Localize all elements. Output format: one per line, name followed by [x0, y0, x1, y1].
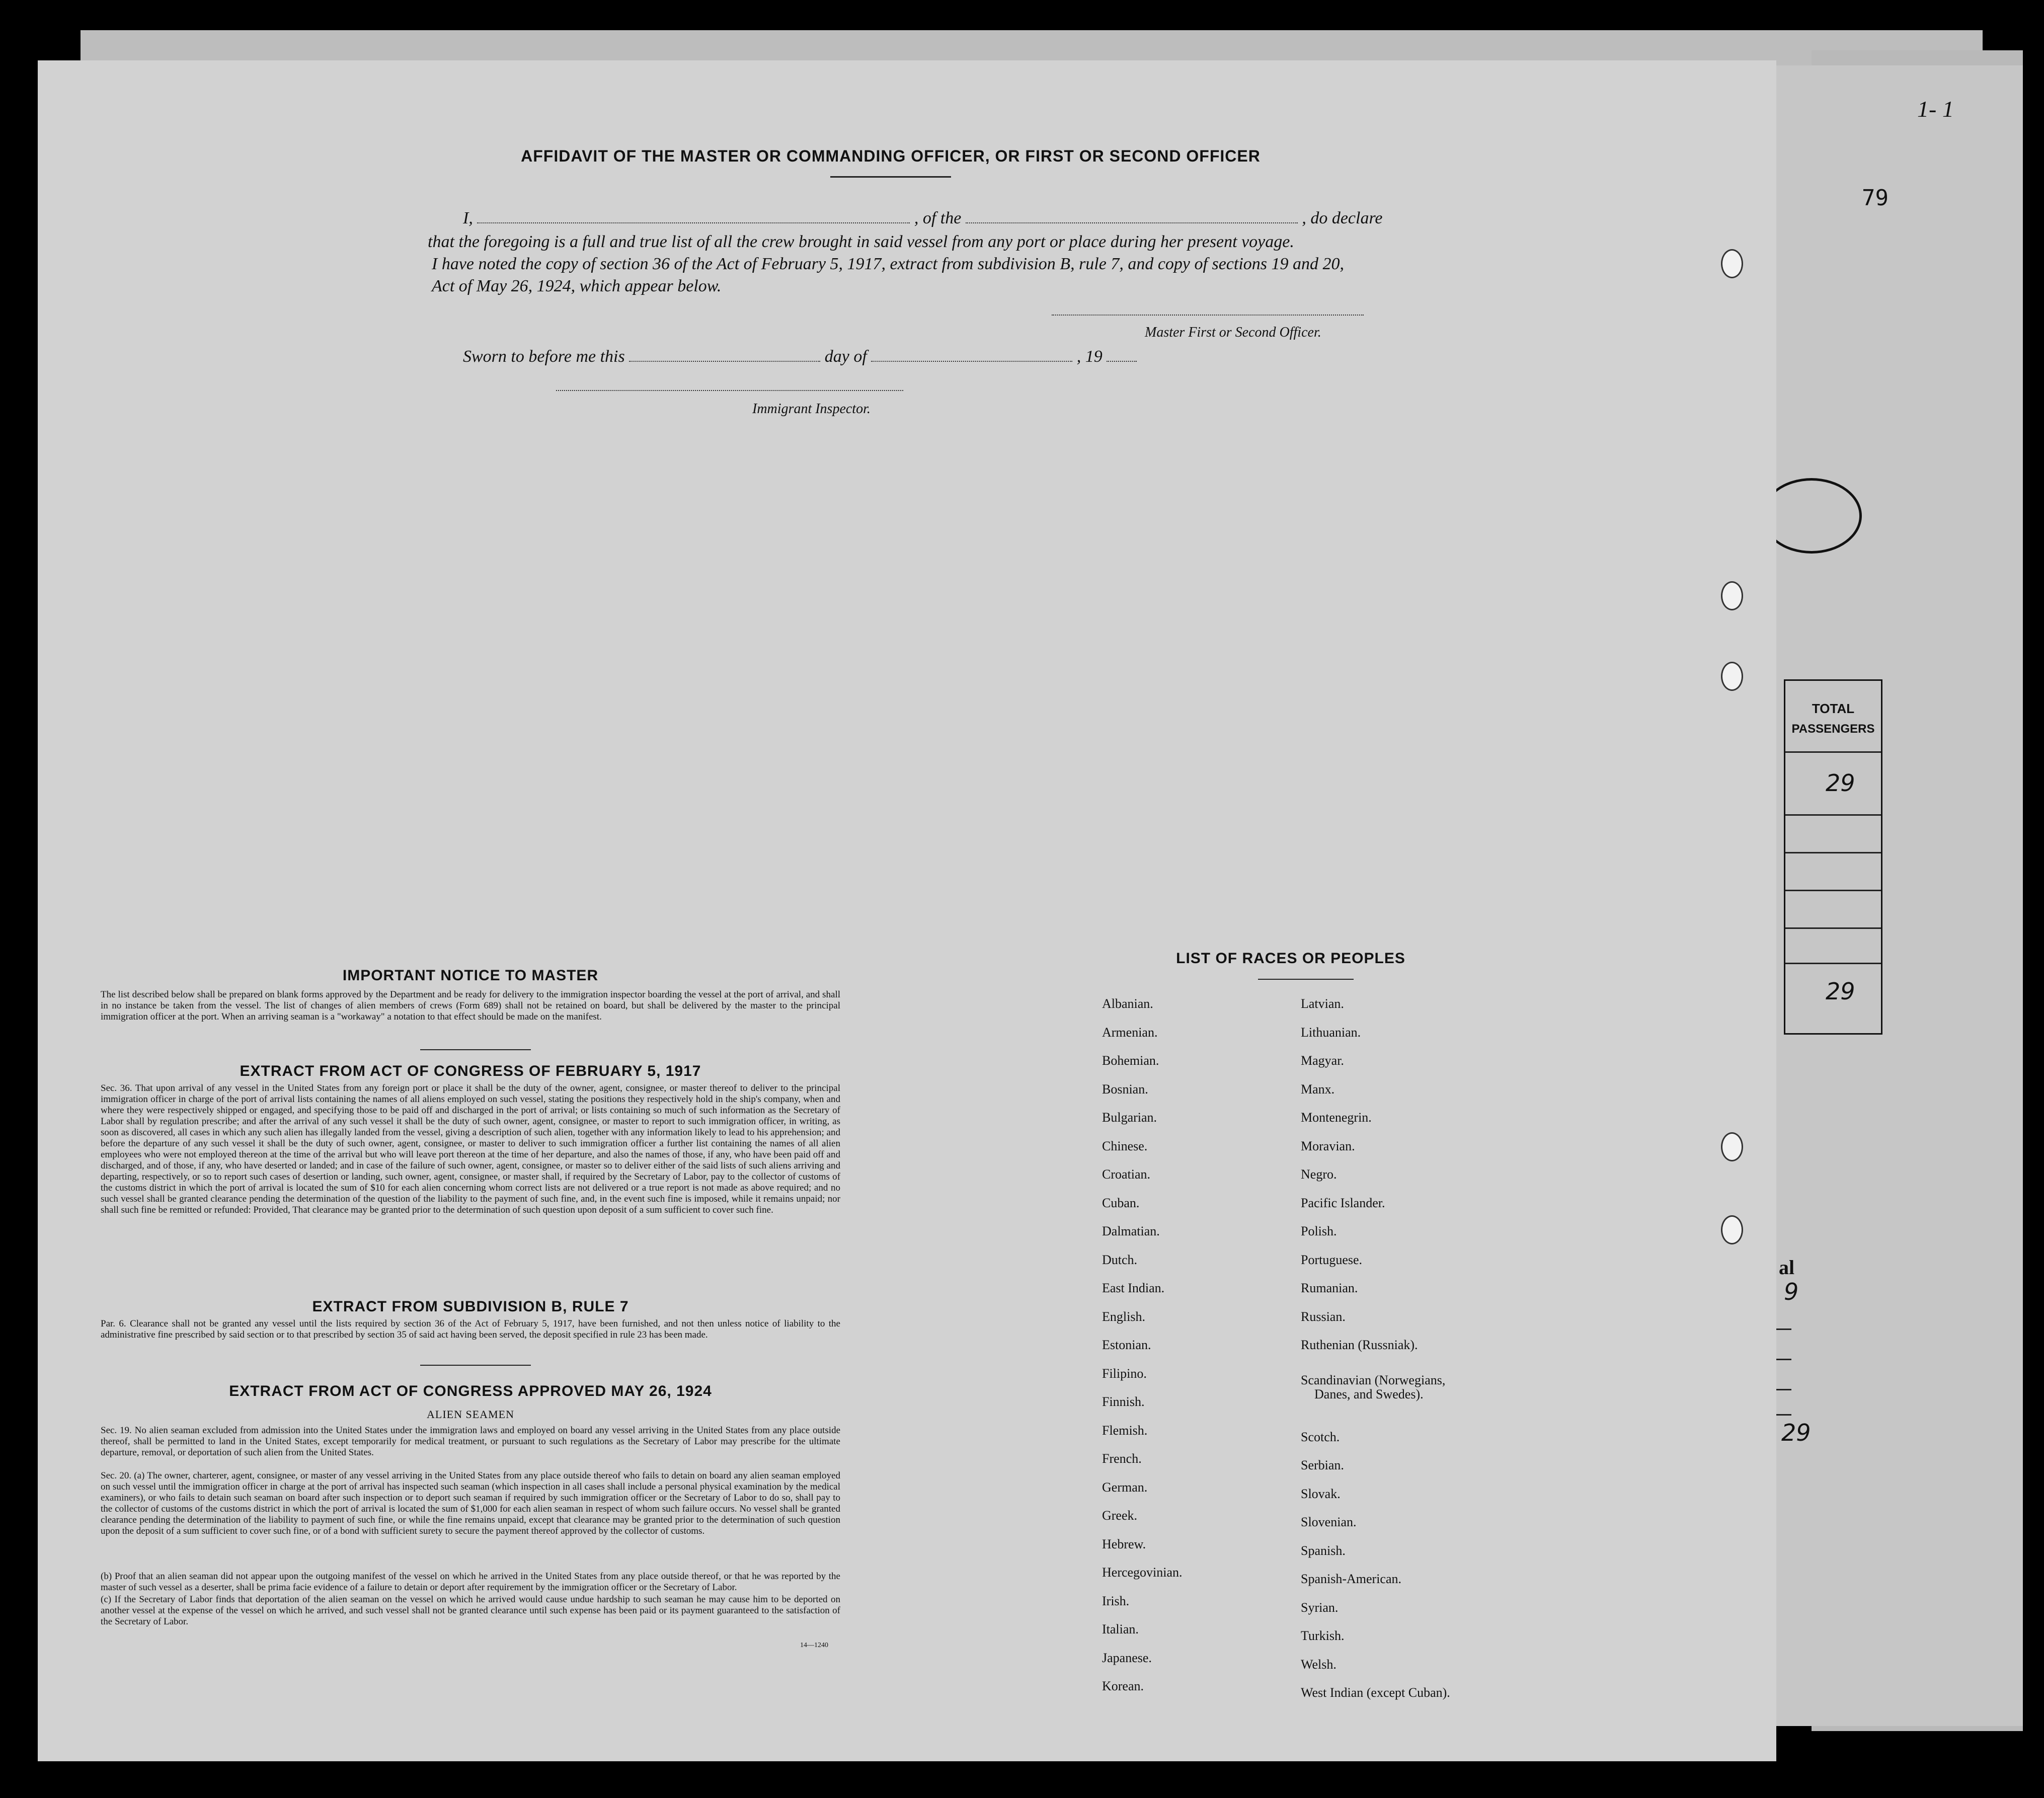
race-name: Japanese.: [1102, 1650, 1152, 1665]
binder-hole: [1721, 581, 1743, 610]
sec-20b-text: (b) Proof that an alien seaman did not appear upon the outgoing manifest of the vessel on which he arrived in the United States from any place outside thereof, or that he was reported by the master of such vessel as a deserter, shall be prima facie evidence of a failure to detain or deport after requirement by the immigration officer or the Secretary of Labor.: [101, 1571, 840, 1593]
race-name: Croatian.: [1102, 1167, 1151, 1182]
affidavit-line-1: [463, 209, 1384, 228]
race-name: Italian.: [1102, 1622, 1139, 1636]
race-name: Slovenian.: [1301, 1515, 1357, 1529]
race-name: Hebrew.: [1102, 1536, 1146, 1551]
inspector-signature-line[interactable]: [556, 390, 903, 391]
day-of-label: day of: [824, 347, 867, 366]
race-name: Negro.: [1301, 1167, 1337, 1182]
extract-1924-title: EXTRACT FROM ACT OF CONGRESS APPROVED MAY 26, 1924: [229, 1383, 712, 1399]
side-label: al: [1779, 1256, 1795, 1279]
race-name: Flemish.: [1102, 1423, 1148, 1438]
race-name: Dutch.: [1102, 1252, 1138, 1267]
table-divider: [1785, 927, 1881, 929]
sec-19-text: Sec. 19. No alien seaman excluded from admission into the United States under the immigration laws and employed on board any vessel arriving in the United States from any place outside thereof, shall be permitted to land in the United States, except temporarily for medical treatment, or pursuant to such regulations as the Secretary of Labor may prescribe for the ultimate departure, removal, or deportation of such alien from the United States.: [101, 1425, 840, 1458]
race-name: Filipino.: [1102, 1366, 1147, 1381]
race-name: Pacific Islander.: [1301, 1195, 1385, 1210]
side-rule: [1776, 1414, 1791, 1416]
race-name: Portuguese.: [1301, 1252, 1363, 1267]
race-name: Hercegovinian.: [1102, 1565, 1183, 1580]
total-value: 29: [1826, 978, 1855, 1005]
race-name: Cuban.: [1102, 1195, 1140, 1210]
table-divider: [1785, 751, 1881, 753]
races-title: LIST OF RACES OR PEOPLES: [1176, 950, 1405, 967]
year-label: , 19: [1076, 347, 1103, 366]
table-divider: [1785, 852, 1881, 853]
race-name: Ruthenian (Russniak).: [1301, 1338, 1418, 1352]
race-name: Polish.: [1301, 1224, 1337, 1238]
sworn-label: Sworn to before me this: [463, 347, 625, 366]
extract-1917-title: EXTRACT FROM ACT OF CONGRESS OF FEBRUARY 5, 1917: [240, 1063, 701, 1079]
race-name: Scandinavian (Norwegians,: [1301, 1373, 1446, 1387]
race-name: Korean.: [1102, 1679, 1144, 1693]
sworn-month-blank[interactable]: [871, 361, 1072, 362]
passengers-label: PASSENGERS: [1791, 722, 1875, 736]
binder-hole: [1721, 1215, 1743, 1244]
race-name: German.: [1102, 1479, 1148, 1495]
race-name: Manx.: [1301, 1081, 1335, 1097]
master-signature-label: Master First or Second Officer.: [1145, 325, 1321, 340]
rule-7-title: EXTRACT FROM SUBDIVISION B, RULE 7: [312, 1298, 629, 1315]
name-blank[interactable]: [477, 222, 910, 223]
race-name: Lithuanian.: [1301, 1025, 1361, 1040]
race-name: Armenian.: [1102, 1025, 1158, 1040]
race-name: Albanian.: [1102, 996, 1153, 1011]
race-name: Montenegrin.: [1301, 1110, 1372, 1125]
of-the-label: , of the: [914, 209, 962, 227]
race-name: Irish.: [1102, 1593, 1130, 1608]
race-name: Spanish.: [1301, 1543, 1346, 1558]
race-name: Bohemian.: [1102, 1053, 1159, 1068]
race-name: Latvian.: [1301, 996, 1344, 1011]
race-name: Moravian.: [1301, 1138, 1355, 1153]
affidavit-line-2: that the foregoing is a full and true list of all the crew brought in said vessel from any port or place during her present voyage.: [428, 232, 1294, 251]
race-name: Spanish-American.: [1301, 1572, 1402, 1586]
race-name: Greek.: [1102, 1508, 1138, 1523]
side-value: 9: [1784, 1278, 1799, 1305]
side-value: 29: [1781, 1419, 1811, 1446]
section-rule: [420, 1365, 531, 1366]
master-signature-line[interactable]: [1052, 315, 1364, 316]
declare-label: , do declare: [1302, 209, 1383, 227]
bleed-through-text: [604, 413, 1711, 966]
table-divider: [1785, 890, 1881, 891]
extract-1917-text: Sec. 36. That upon arrival of any vessel in the United States from any foreign port or place it shall be the duty of the owner, agent, consignee, or master thereof to deliver to the principal immigration officer in charge of the port of arrival lists containing the names of all aliens employed on such vessel, stating the positions they respectively hold in the ship's company, when and where they were respectively shipped or engaged, and specifying those to be paid off and discharged in the port of arrival; or lists containing so much of such information as the Secretary of Labor shall by regulation prescribe; and after the arrival of any such vessel it shall be the duty of such owner, agent, consignee, or master to report to such immigration officer, in writing, as soon as discovered, all cases in which any such alien has illegally landed from the vessel, giving a description of such alien, together with any information likely to lead to his apprehension; and before the departure of any such vessel it shall be the duty of such owner, agent, consignee, or master to deliver to such immigration officer a further list containing the names of all alien employees who were not employed thereon at the time of the arrival but who will leave port thereon at the time of her departure, and also the names of those, if any, who have been paid off and discharged, and of those, if any, who have deserted or landed; and in case of the failure of such owner, agent, consignee, or master so to deliver either of the said lists of such aliens arriving and departing, respectively, or so to report such cases of desertion or landing, such owner, agent, consignee, or master shall, if required by the Secretary of Labor, pay to the collector of customs of the customs district in which the port of arrival is located the sum of $10 for each alien concerning whom correct lists are not delivered or a true report is not made as above required; and no such vessel shall be granted clearance pending the determination of the question of the liability to the payment of such fine, and, in the event such fine is imposed, while it remains unpaid; nor shall such fine be remitted or refunded: Provided, That clearance may be granted prior to the determination of such question upon deposit of a sum sufficient to cover such fine.: [101, 1083, 840, 1215]
table-divider: [1785, 963, 1881, 964]
title-rule: [830, 176, 951, 178]
race-name: East Indian.: [1102, 1281, 1165, 1295]
race-name: Danes, and Swedes).: [1314, 1387, 1424, 1401]
race-name: French.: [1102, 1451, 1142, 1466]
rule-7-text: Par. 6. Clearance shall not be granted any vessel until the lists required by section 36 of the Act of February 5, 1917, have been furnished, and not then unless notice of liability to the administrative fine prescribed by said section or to that prescribed by section 35 of said act having been served, the deposit specified in rule 23 has been made.: [101, 1318, 840, 1340]
race-name: Bulgarian.: [1102, 1110, 1157, 1125]
sec-20c-text: (c) If the Secretary of Labor finds that deportation of the alien seaman on the vessel on which he arrived would cause undue hardship to such seaman he may cause him to be deported on another vessel at the expense of the vessel on which he arrived, and such vessel shall not be granted clearance until such expense has been paid or its payment guaranteed to the satisfaction of the Secretary of Labor.: [101, 1594, 840, 1627]
race-name: Bosnian.: [1102, 1081, 1148, 1097]
race-name: Welsh.: [1301, 1657, 1337, 1672]
race-name: Magyar.: [1301, 1053, 1344, 1068]
corner-mark: 1- 1: [1917, 96, 1954, 122]
binder-hole: [1721, 1132, 1743, 1161]
side-rule: [1776, 1359, 1791, 1360]
affidavit-line-4: Act of May 26, 1924, which appear below.: [432, 277, 722, 295]
affidavit-title: AFFIDAVIT OF THE MASTER OR COMMANDING OFFICER, OR FIRST OR SECOND OFFICER: [521, 147, 1261, 165]
page-number: 79: [1862, 185, 1889, 211]
total-label: TOTAL: [1812, 701, 1855, 716]
notice-text: The list described below shall be prepared on blank forms approved by the Department and be ready for delivery to the immigration inspector boarding the vessel at the port of arrival, and shall in no instance be taken from the vessel. The list of changes of alien members of crews (Form 689) shall not be retained on board, but shall be delivered by the master to the principal immigration officer at the port. When an arriving seaman is a "workaway" a notation to that effect should be made on the manifest.: [101, 989, 840, 1022]
sworn-line: [463, 347, 1137, 366]
circle-annotation: [1761, 478, 1862, 554]
race-name: Estonian.: [1102, 1338, 1151, 1352]
i-label: I,: [463, 209, 473, 227]
race-name: Dalmatian.: [1102, 1224, 1160, 1238]
binder-hole: [1721, 662, 1743, 691]
race-name: West Indian (except Cuban).: [1301, 1685, 1450, 1700]
form-number: 14—1240: [800, 1641, 828, 1649]
sworn-day-blank[interactable]: [629, 361, 820, 362]
race-name: Russian.: [1301, 1309, 1346, 1324]
race-name: English.: [1102, 1309, 1145, 1324]
binder-hole: [1721, 249, 1743, 278]
races-title-rule: [1258, 979, 1354, 980]
race-name: Finnish.: [1102, 1394, 1145, 1409]
alien-seamen-subtitle: ALIEN SEAMEN: [427, 1408, 514, 1421]
race-name: Rumanian.: [1301, 1281, 1358, 1295]
vessel-blank[interactable]: [966, 222, 1298, 223]
race-name: Scotch.: [1301, 1429, 1340, 1444]
total-passengers-table: [1784, 679, 1882, 1035]
race-name: Syrian.: [1301, 1600, 1339, 1615]
affidavit-line-3: I have noted the copy of section 36 of the Act of February 5, 1917, extract from subdivision B, rule 7, and copy of sections 19 and 20,: [432, 255, 1345, 273]
sec-20a-text: Sec. 20. (a) The owner, charterer, agent, consignee, or master of any vessel arriving in the United States from any place outside thereof who fails to detain on board any alien seaman employed on such vessel until the immigration officer in charge at the port of arrival has inspected such seaman (which inspection in all cases shall include a personal physical examination by the medical examiners), or who fails to detain such seaman on board after such inspection or to deport such seaman if required by such immigration officer or the Secretary of Labor to do so, shall pay to the collector of customs of the customs district in which the port of arrival is located the sum of $1,000 for each alien seaman in respect of whom such failure occurs. No vessel shall be granted clearance pending the determination of the liability to payment of such fine, or while the fine remains unpaid, except that clearance may be granted prior to the determination of such question upon the deposit of a sum sufficient to cover such fine, or of a bond with sufficient surety to secure the payment thereof approved by the collector of customs.: [101, 1470, 840, 1536]
race-name: Chinese.: [1102, 1138, 1148, 1153]
section-rule: [420, 1049, 531, 1050]
side-rule: [1776, 1328, 1791, 1330]
race-name: Turkish.: [1301, 1628, 1345, 1643]
table-divider: [1785, 814, 1881, 816]
notice-title: IMPORTANT NOTICE TO MASTER: [342, 967, 599, 984]
race-name: Slovak.: [1301, 1486, 1341, 1501]
side-rule: [1776, 1389, 1791, 1390]
inspector-label: Immigrant Inspector.: [752, 401, 871, 417]
total-value: 29: [1826, 769, 1855, 797]
sworn-year-blank[interactable]: [1107, 361, 1137, 362]
race-name: Serbian.: [1301, 1458, 1344, 1472]
